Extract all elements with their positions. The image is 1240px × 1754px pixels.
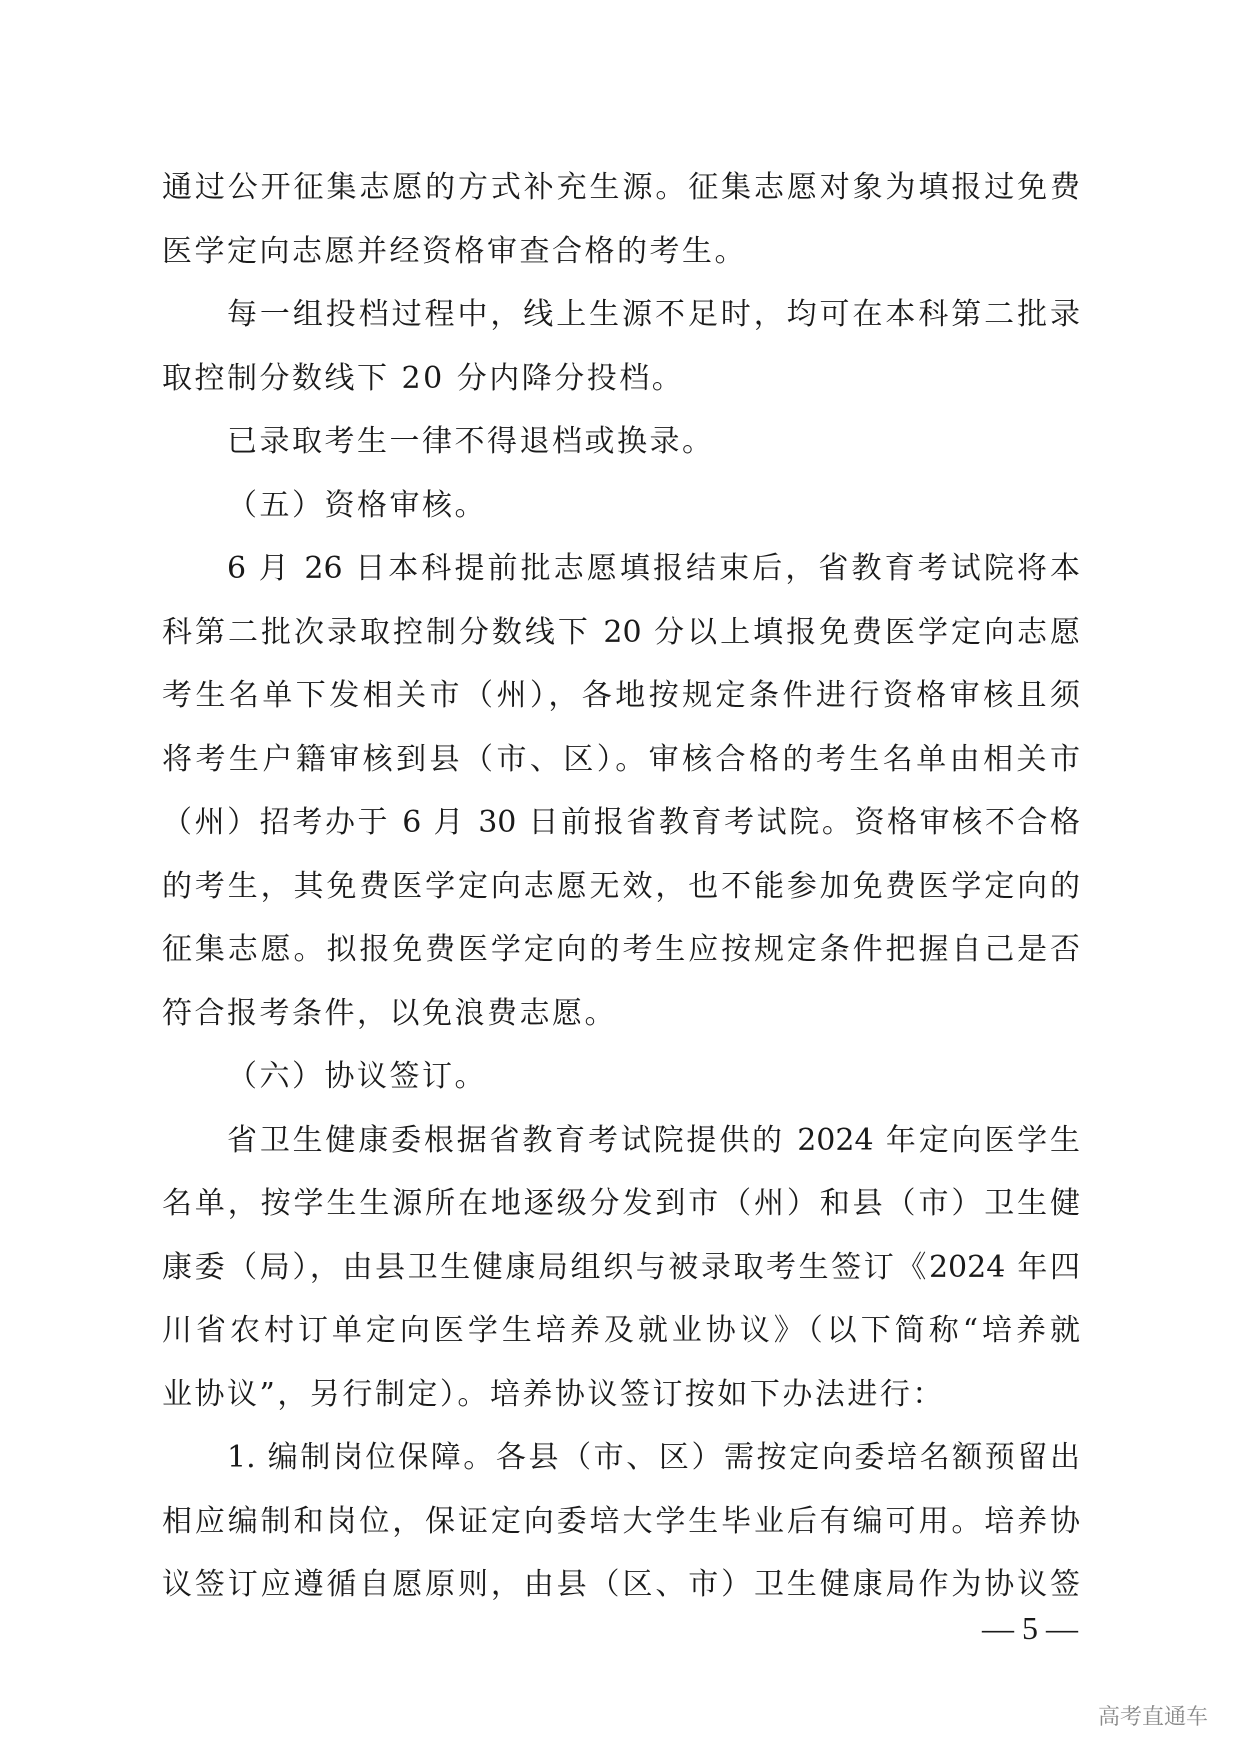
text-line: 的考生，其免费医学定向志愿无效，也不能参加免费医学定向的: [162, 868, 1080, 904]
text-line: 6 月 26 日本科提前批志愿填报结束后，省教育考试院将本: [227, 551, 1080, 586]
text-line: 相应编制和岗位，保证定向委培大学生毕业后有编可用。培养协: [162, 1503, 1080, 1539]
text-line: 川省农村订单定向医学生培养及就业协议》（以下简称“培养就: [162, 1313, 1080, 1348]
text-line: 省卫生健康委根据省教育考试院提供的 2024 年定向医学生: [227, 1122, 1080, 1158]
page-number: — 5 —: [982, 1610, 1078, 1646]
text-line: 通过公开征集志愿的方式补充生源。征集志愿对象为填报过免费: [162, 170, 1080, 205]
text-line: 医学定向志愿并经资格审查合格的考生。: [162, 233, 747, 269]
text-line: （州）招考办于 6 月 30 日前报省教育考试院。资格审核不合格: [162, 805, 1080, 840]
section-heading: （五）资格审核。: [227, 487, 487, 523]
document-body: [162, 156, 1080, 1617]
text-line: 考生名单下发相关市（州），各地按规定条件进行资格审核且须: [162, 678, 1080, 713]
text-line: 1. 编制岗位保障。各县（市、区）需按定向委培名额预留出: [227, 1440, 1080, 1475]
text-line: 业协议”，另行制定）。培养协议签订按如下办法进行：: [162, 1376, 945, 1412]
text-line: 已录取考生一律不得退档或换录。: [227, 424, 715, 459]
section-heading: （六）协议签订。: [227, 1059, 487, 1094]
text-line: 征集志愿。拟报免费医学定向的考生应按规定条件把握自己是否: [162, 932, 1080, 967]
text-line: 符合报考条件，以免浪费志愿。: [162, 995, 617, 1031]
text-line: 科第二批次录取控制分数线下 20 分以上填报免费医学定向志愿: [162, 614, 1080, 650]
text-line: 康委（局），由县卫生健康局组织与被录取考生签订《2024 年四: [162, 1249, 1080, 1285]
text-line: 每一组投档过程中，线上生源不足时，均可在本科第二批录: [227, 297, 1080, 332]
text-line: 取控制分数线下 20 分内降分投档。: [162, 360, 685, 396]
text-line: 名单，按学生生源所在地逐级分发到市（州）和县（市）卫生健: [162, 1186, 1080, 1221]
text-line: 议签订应遵循自愿原则，由县（区、市）卫生健康局作为协议签: [162, 1567, 1080, 1602]
text-line: 将考生户籍审核到县（市、区）。审核合格的考生名单由相关市: [162, 741, 1080, 777]
watermark: 高考直通车: [1098, 1705, 1209, 1730]
